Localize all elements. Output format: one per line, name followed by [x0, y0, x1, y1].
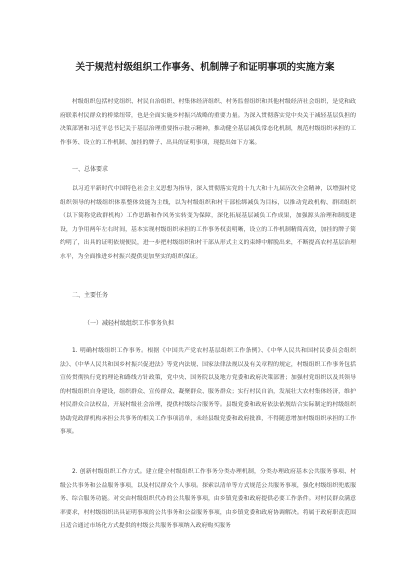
- task-item-2-paragraph: 2. 创新村级组织工作方式。建立健全村级组织工作事务分类办理机制，分类办理政府基本公共服务事项、村级公共事务和公益服务事项，以及村民群众个人事项。探索以清单等方式规范公共服务事项，强化村级组织兜底服务、综合服务功能。对交由村级组织代办的公共服务事项，由乡镇党委和政府提供必要工作条件。对村民群众满意率要求，村村级组织出具证明事项的公共事务和公益服务事项，由乡镇党委和政府协调解决。将属于政府职责范围且适合通过市场化方式提供的村级公共服务事项纳入政府购买服务: [60, 469, 356, 529]
- general-requirements-paragraph: 以习近平新时代中国特色社会主义思想为指导，深入贯彻落实党的十九大和十九届历次全会精神，以增强村党组织领导的村级组织体系整体效能为主线，以为村级组织和村干部松绑减负为目标，以推动党政机构、群团组织（以下简称党政群机构）工作思路和作风务实转变为保障，深化拓展基层减负工作成果，加强源头治理和制度建设，力争用两年左右时间，基本实现村级组织承担的工作事务权责明晰，设立的工作机制精简高效，加挂的牌子简约明了，出具的证明依规便民，进一步把村级组织和村干部从形式主义的束缚中解脱出来，不断提高农村基层治理水平，为全面推进乡村振兴提供更加坚实的组织保证。: [60, 186, 356, 260]
- subsection-heading-reduce-burden: （一）减轻村级组织工作事务负担: [84, 320, 175, 327]
- document-title: 关于规范村级组织工作事务、机制牌子和证明事项的实施方案: [75, 62, 335, 73]
- section-heading-general-requirements: 一、总体要求: [72, 166, 109, 173]
- task-item-1-paragraph: 1. 明确村级组织工作事务。根据《中国共产党农村基层组织工作条例》、《中华人民共和国村民委员会组织法》、《中华人民共和国乡村振兴促进法》等党内法规、国家法律法规以及有关章程的规定，村级组织工作事务包括宣传贯彻执行党的理论和路线方针政策，党中央、国务院以及地方党委和政府决策部署；加强村党组织以及其领导的村级组织自身建设，组织群众、宣传群众、凝聚群众、服务群众；实行村民自治，发展壮大农村集体经济，维护村民群众合法权益，开展村级社会治理，提供村级综合服务等。县级党委和政府依法依规结合实际制定的村级组织协助党政群机构承担公共事务的相关工作事项清单，未经县级党委和政府批准，不得随意增加村级组织承担的工作事项。: [60, 348, 356, 435]
- intro-paragraph: 村级组织包括村党组织、村民自治组织、村集体经济组织、村务监督组织和其他村级经济社会组织，是党和政府联系村民群众的桥梁纽带，也是全面实施乡村振兴战略的重要力量。为深入贯彻落实党中央关于减轻基层负担的决策部署和习近平总书记关于基层治理重要指示批示精神，推动健全基层减负常态化机制，规范村级组织承担的工作事务、设立的工作机制、加挂的牌子、出具的证明事项，现提出如下方案。: [60, 99, 356, 146]
- section-heading-main-tasks: 二、主要任务: [72, 292, 109, 299]
